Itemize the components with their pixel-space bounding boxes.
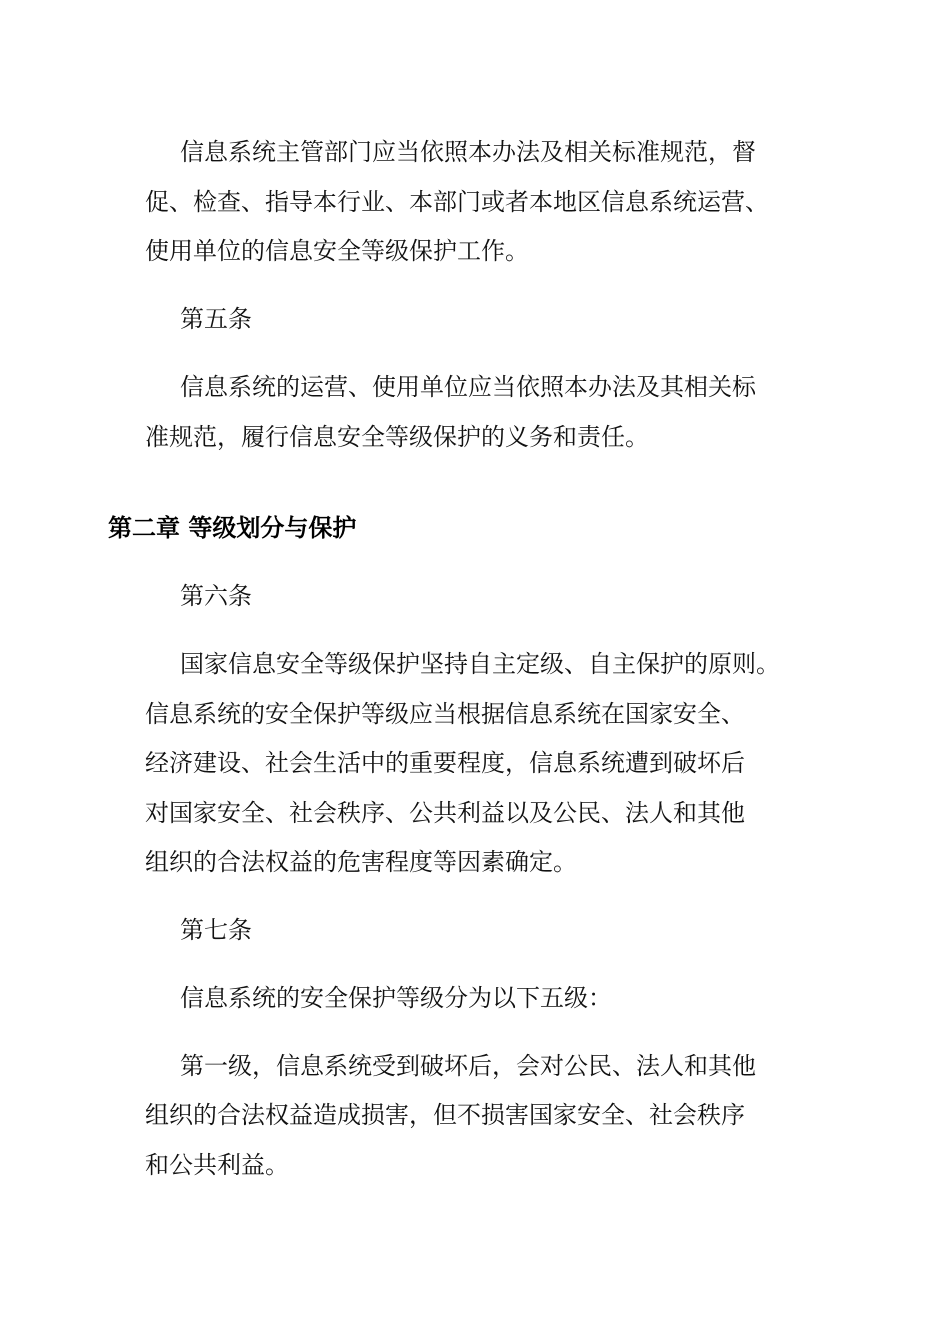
chapter-heading: 第二章 等级划分与保护	[108, 514, 357, 542]
paragraph-line: 第一级，信息系统受到破坏后，会对公民、法人和其他	[180, 1052, 756, 1080]
paragraph-line: 信息系统的安全保护等级应当根据信息系统在国家安全、	[145, 700, 745, 728]
paragraph-line: 使用单位的信息安全等级保护工作。	[145, 237, 529, 265]
paragraph-line: 信息系统的运营、使用单位应当依照本办法及其相关标	[180, 373, 756, 401]
paragraph-line: 信息系统主管部门应当依照本办法及相关标准规范，督	[180, 138, 756, 166]
paragraph-line: 国家信息安全等级保护坚持自主定级、自主保护的原则。	[180, 650, 780, 678]
paragraph-line: 信息系统的安全保护等级分为以下五级：	[180, 984, 612, 1012]
paragraph-line: 组织的合法权益造成损害，但不损害国家安全、社会秩序	[145, 1101, 745, 1129]
paragraph-line: 经济建设、社会生活中的重要程度，信息系统遭到破坏后	[145, 749, 745, 777]
article-title: 第六条	[180, 582, 252, 610]
paragraph-line: 促、检查、指导本行业、本部门或者本地区信息系统运营、	[145, 188, 769, 216]
paragraph-line: 准规范，履行信息安全等级保护的义务和责任。	[145, 423, 649, 451]
paragraph-line: 组织的合法权益的危害程度等因素确定。	[145, 848, 577, 876]
paragraph-line: 和公共利益。	[145, 1151, 289, 1179]
paragraph-line: 对国家安全、社会秩序、公共利益以及公民、法人和其他	[145, 799, 745, 827]
article-title: 第七条	[180, 916, 252, 944]
article-title: 第五条	[180, 305, 252, 333]
